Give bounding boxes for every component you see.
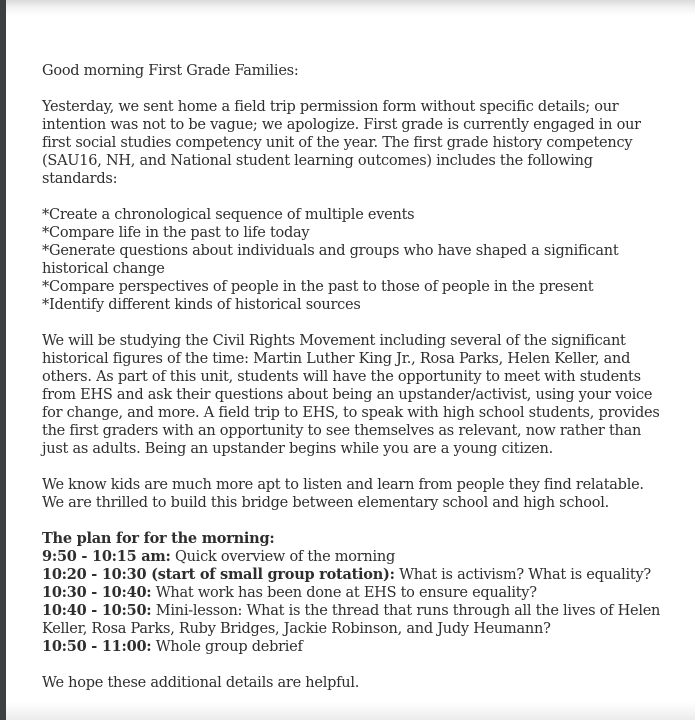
plan-item-time: 10:20 - 10:30 (start of small group rotation):	[42, 566, 395, 583]
bridge-paragraph: We know kids are much more apt to listen and learn from people they find relatable. We are thrilled to build this bridge between elementary school and high school.	[42, 477, 644, 511]
plan-item-text: What work has been done at EHS to ensure equality?	[155, 585, 537, 601]
plan-item	[42, 566, 662, 584]
left-edge-strip	[0, 0, 6, 720]
standard-item: *Generate questions about individuals and groups who have shaped a significant historical change	[42, 243, 619, 277]
standards-list	[42, 206, 662, 314]
morning-plan	[42, 530, 662, 656]
plan-item-text: Quick overview of the morning	[174, 549, 396, 565]
top-edge-shadow	[0, 0, 695, 16]
plan-item-text: What is activism? What is equality?	[399, 567, 651, 583]
unit-paragraph: We will be studying the Civil Rights Movement including several of the significant historical figures of the time: Martin Luther King Jr., Rosa Parks, Helen Keller, and others. As part of this unit, students will have the opportunity to meet with students from EHS and ask their questions about being an upstander/activist, using your voice for change, and more. A field trip to EHS, to speak with high school students, provides the first graders with an opportunity to see themselves as relevant, now rather than just as adults. Being an upstander begins while you are a young citizen.	[42, 333, 660, 457]
plan-item-time: 10:40 - 10:50:	[42, 602, 152, 619]
plan-item-text: Whole group debrief	[155, 639, 303, 655]
closing-details: We hope these additional details are helpful.	[42, 675, 360, 691]
plan-item	[42, 548, 662, 566]
greeting: Good morning First Grade Families:	[42, 63, 299, 79]
standard-item: *Identify different kinds of historical sources	[42, 297, 361, 313]
standard-item: *Compare life in the past to life today	[42, 225, 310, 241]
standard-item: *Compare perspectives of people in the past to those of people in the present	[42, 279, 594, 295]
plan-item-text: Mini-lesson: What is the thread that runs through all the lives of Helen Keller, Rosa Parks, Ruby Bridges, Jackie Robinson, and Judy Heumann?	[42, 603, 661, 637]
letter-body	[42, 62, 662, 720]
plan-item	[42, 638, 662, 656]
plan-item-time: 10:30 - 10:40:	[42, 584, 152, 601]
standard-item: *Create a chronological sequence of multiple events	[42, 207, 415, 223]
intro-paragraph: Yesterday, we sent home a field trip permission form without specific details; our intention was not to be vague; we apologize. First grade is currently engaged in our first social studies competency unit of the year. The first grade history competency (SAU16, NH, and National student learning outcomes) includes the following standards:	[42, 99, 641, 187]
plan-item-time: 9:50 - 10:15 am:	[42, 548, 171, 565]
plan-item	[42, 602, 662, 638]
plan-item-time: 10:50 - 11:00:	[42, 638, 152, 655]
plan-item	[42, 584, 662, 602]
plan-heading: The plan for for the morning:	[42, 530, 275, 547]
bottom-edge-shadow	[0, 702, 695, 720]
